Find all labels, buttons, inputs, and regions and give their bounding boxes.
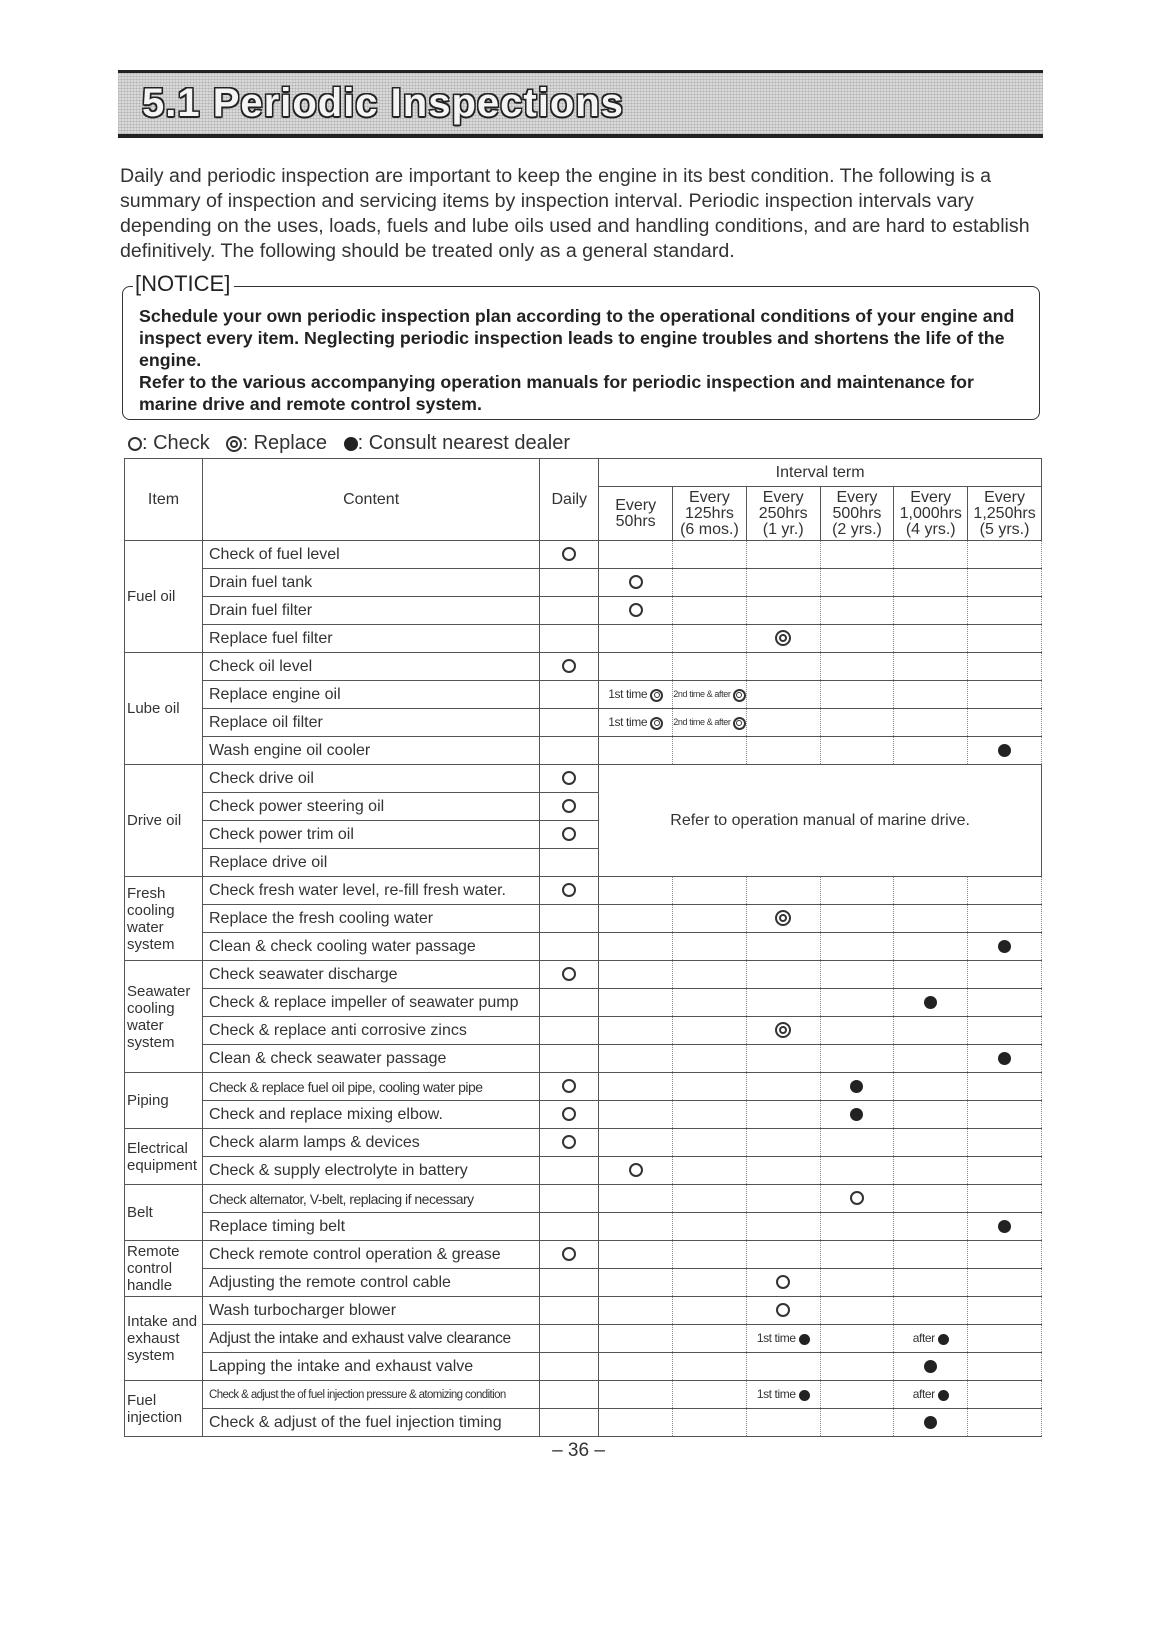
check-circle-icon <box>562 1135 576 1149</box>
item-remote-control-handle: Remote control handle <box>125 1241 203 1297</box>
consult-dealer-dot-icon <box>938 1390 949 1401</box>
table-row <box>125 1017 1042 1045</box>
table-row <box>125 961 1042 989</box>
content-cell: Check & adjust of the fuel injection timing <box>202 1409 539 1437</box>
content-cell: Check remote control operation & grease <box>202 1241 539 1269</box>
table-row <box>125 1241 1042 1269</box>
content-cell: Check drive oil <box>202 765 539 793</box>
notice-label: [NOTICE] <box>133 271 234 297</box>
notice-line-1: Schedule your own periodic inspection plan according to the operational conditions of your engine and inspect every item. Neglecting periodic inspection leads to engine troubles and shortens the life of the engine. <box>139 306 1015 370</box>
header-every-125hrs: Every 125hrs (6 mos.) <box>673 487 747 541</box>
content-cell: Wash engine oil cooler <box>202 737 539 765</box>
check-circle-icon <box>629 575 643 589</box>
check-circle-icon <box>562 547 576 561</box>
table-row <box>125 625 1042 653</box>
check-circle-icon <box>850 1191 864 1205</box>
replace-double-circle-icon <box>226 436 242 452</box>
item-fuel-oil: Fuel oil <box>125 541 203 653</box>
content-cell: Check & replace anti corrosive zincs <box>202 1017 539 1045</box>
consult-dealer-dot-icon <box>850 1108 863 1121</box>
notice-line-2: Refer to the various accompanying operation manuals for periodic inspection and maintenance for marine drive and remote control system. <box>139 372 974 414</box>
content-cell: Drain fuel filter <box>202 597 539 625</box>
notice-box <box>122 271 1040 420</box>
consult-dealer-dot-icon <box>998 1052 1011 1065</box>
content-cell: Replace fuel filter <box>202 625 539 653</box>
legend-consult: : Consult nearest dealer <box>357 432 570 454</box>
table-row <box>125 765 1042 793</box>
header-every-50hrs: Every 50hrs <box>599 487 673 541</box>
content-cell: Check & supply electrolyte in battery <box>202 1157 539 1185</box>
table-row <box>125 737 1042 765</box>
replace-double-circle-icon <box>733 689 746 702</box>
content-cell: Check power steering oil <box>202 793 539 821</box>
check-circle-icon <box>629 1163 643 1177</box>
consult-dealer-dot-icon <box>924 1416 937 1429</box>
consult-dealer-dot-icon <box>924 1360 937 1373</box>
check-circle-icon <box>562 967 576 981</box>
content-cell: Lapping the intake and exhaust valve <box>202 1353 539 1381</box>
content-cell: Drain fuel tank <box>202 569 539 597</box>
table-row <box>125 653 1042 681</box>
content-cell: Replace engine oil <box>202 681 539 709</box>
content-cell: Replace oil filter <box>202 709 539 737</box>
table-row <box>125 1409 1042 1437</box>
header-every-1250hrs: Every 1,250hrs (5 yrs.) <box>968 487 1042 541</box>
consult-dealer-dot-icon <box>938 1334 949 1345</box>
table-row <box>125 1045 1042 1073</box>
item-lube-oil: Lube oil <box>125 653 203 765</box>
table-row <box>125 541 1042 569</box>
content-cell: Check power trim oil <box>202 821 539 849</box>
table-row <box>125 1185 1042 1213</box>
check-circle-icon <box>562 1107 576 1121</box>
consult-dealer-dot-icon <box>924 996 937 1009</box>
consult-dealer-dot-icon <box>850 1080 863 1093</box>
header-row-1 <box>125 459 1042 487</box>
content-cell: Check alternator, V-belt, replacing if necessary <box>202 1185 539 1213</box>
replace-double-circle-icon <box>775 630 791 646</box>
consult-dealer-dot-icon <box>998 744 1011 757</box>
check-circle-icon <box>128 437 142 451</box>
check-circle-icon <box>562 1247 576 1261</box>
header-daily: Daily <box>540 459 599 541</box>
replace-double-circle-icon <box>650 717 663 730</box>
table-row <box>125 597 1042 625</box>
table-row <box>125 1213 1042 1241</box>
table-row: Fuel injection Check & adjust the of fuel injection pressure & atomizing condition 1st time after <box>125 1381 1042 1409</box>
check-circle-icon <box>562 827 576 841</box>
table-row <box>125 905 1042 933</box>
table-row <box>125 569 1042 597</box>
table-row: Replace engine oil 1st time 2nd time & after <box>125 681 1042 709</box>
content-cell: Check oil level <box>202 653 539 681</box>
table-row <box>125 1157 1042 1185</box>
table-row <box>125 1353 1042 1381</box>
content-cell: Check & replace fuel oil pipe, cooling water pipe <box>202 1073 539 1101</box>
item-fuel-injection: Fuel injection <box>125 1381 203 1437</box>
check-circle-icon <box>629 603 643 617</box>
replace-double-circle-icon <box>775 1022 791 1038</box>
header-item: Item <box>125 459 203 541</box>
item-belt: Belt <box>125 1185 203 1241</box>
check-circle-icon <box>562 771 576 785</box>
content-cell: Check of fuel level <box>202 541 539 569</box>
item-fresh-cooling-water: Fresh cooling water system <box>125 877 203 961</box>
table-row <box>125 1129 1042 1157</box>
item-drive-oil: Drive oil <box>125 765 203 877</box>
notice-body <box>139 305 1029 415</box>
table-row <box>125 933 1042 961</box>
consult-dealer-dot-icon <box>799 1390 810 1401</box>
table-row <box>125 877 1042 905</box>
drive-oil-reference-note: Refer to operation manual of marine drive. <box>599 765 1042 877</box>
table-row <box>125 989 1042 1017</box>
check-circle-icon <box>562 883 576 897</box>
content-cell: Check & adjust the of fuel injection pressure & atomizing condition <box>202 1381 539 1409</box>
intro-paragraph: Daily and periodic inspection are important to keep the engine in its best condition. The following is a summary of inspection and servicing items by inspection interval. Periodic inspection intervals vary depending on the uses, loads, fuels and lube oils used and handling conditions, and are hard to establish definitively. The following should be treated only as a general standard. <box>120 165 1030 262</box>
content-cell: Check fresh water level, re-fill fresh water. <box>202 877 539 905</box>
item-seawater-cooling-water: Seawater cooling water system <box>125 961 203 1073</box>
item-intake-exhaust-system: Intake and exhaust system <box>125 1297 203 1381</box>
legend-check: : Check <box>142 432 210 454</box>
content-cell: Adjusting the remote control cable <box>202 1269 539 1297</box>
table-row: Replace oil filter 1st time 2nd time & after <box>125 709 1042 737</box>
inspection-table <box>124 458 1042 1437</box>
content-cell: Check seawater discharge <box>202 961 539 989</box>
consult-dealer-dot-icon <box>998 940 1011 953</box>
header-content: Content <box>202 459 539 541</box>
content-cell: Clean & check cooling water passage <box>202 933 539 961</box>
replace-double-circle-icon <box>775 910 791 926</box>
replace-double-circle-icon <box>733 717 746 730</box>
page-number: – 36 – <box>552 1440 605 1461</box>
symbol-legend <box>128 432 570 455</box>
table-row: Adjust the intake and exhaust valve clearance 1st time after <box>125 1325 1042 1353</box>
header-every-500hrs: Every 500hrs (2 yrs.) <box>820 487 894 541</box>
content-cell: Clean & check seawater passage <box>202 1045 539 1073</box>
consult-dealer-dot-icon <box>799 1334 810 1345</box>
check-circle-icon <box>562 799 576 813</box>
header-interval-term: Interval term <box>599 459 1042 487</box>
header-every-250hrs: Every 250hrs (1 yr.) <box>746 487 820 541</box>
content-cell: Check and replace mixing elbow. <box>202 1101 539 1129</box>
page-title: 5.1 Periodic Inspections <box>142 81 624 125</box>
content-cell: Check & replace impeller of seawater pump <box>202 989 539 1017</box>
consult-dealer-dot-icon <box>344 437 358 451</box>
item-electrical-equipment: Electrical equipment <box>125 1129 203 1185</box>
table-row <box>125 1297 1042 1325</box>
consult-dealer-dot-icon <box>998 1220 1011 1233</box>
check-circle-icon <box>776 1275 790 1289</box>
content-cell: Check alarm lamps & devices <box>202 1129 539 1157</box>
content-cell: Replace timing belt <box>202 1213 539 1241</box>
content-cell: Replace drive oil <box>202 849 539 877</box>
item-piping: Piping <box>125 1073 203 1129</box>
header-every-1000hrs: Every 1,000hrs (4 yrs.) <box>894 487 968 541</box>
table-row <box>125 1073 1042 1101</box>
content-cell: Wash turbocharger blower <box>202 1297 539 1325</box>
title-bar <box>118 70 1043 138</box>
table-row <box>125 1269 1042 1297</box>
check-circle-icon <box>776 1303 790 1317</box>
legend-replace: : Replace <box>242 432 327 454</box>
replace-double-circle-icon <box>650 689 663 702</box>
table-row <box>125 1101 1042 1129</box>
content-cell: Adjust the intake and exhaust valve clearance <box>202 1325 539 1353</box>
check-circle-icon <box>562 1079 576 1093</box>
check-circle-icon <box>562 659 576 673</box>
content-cell: Replace the fresh cooling water <box>202 905 539 933</box>
